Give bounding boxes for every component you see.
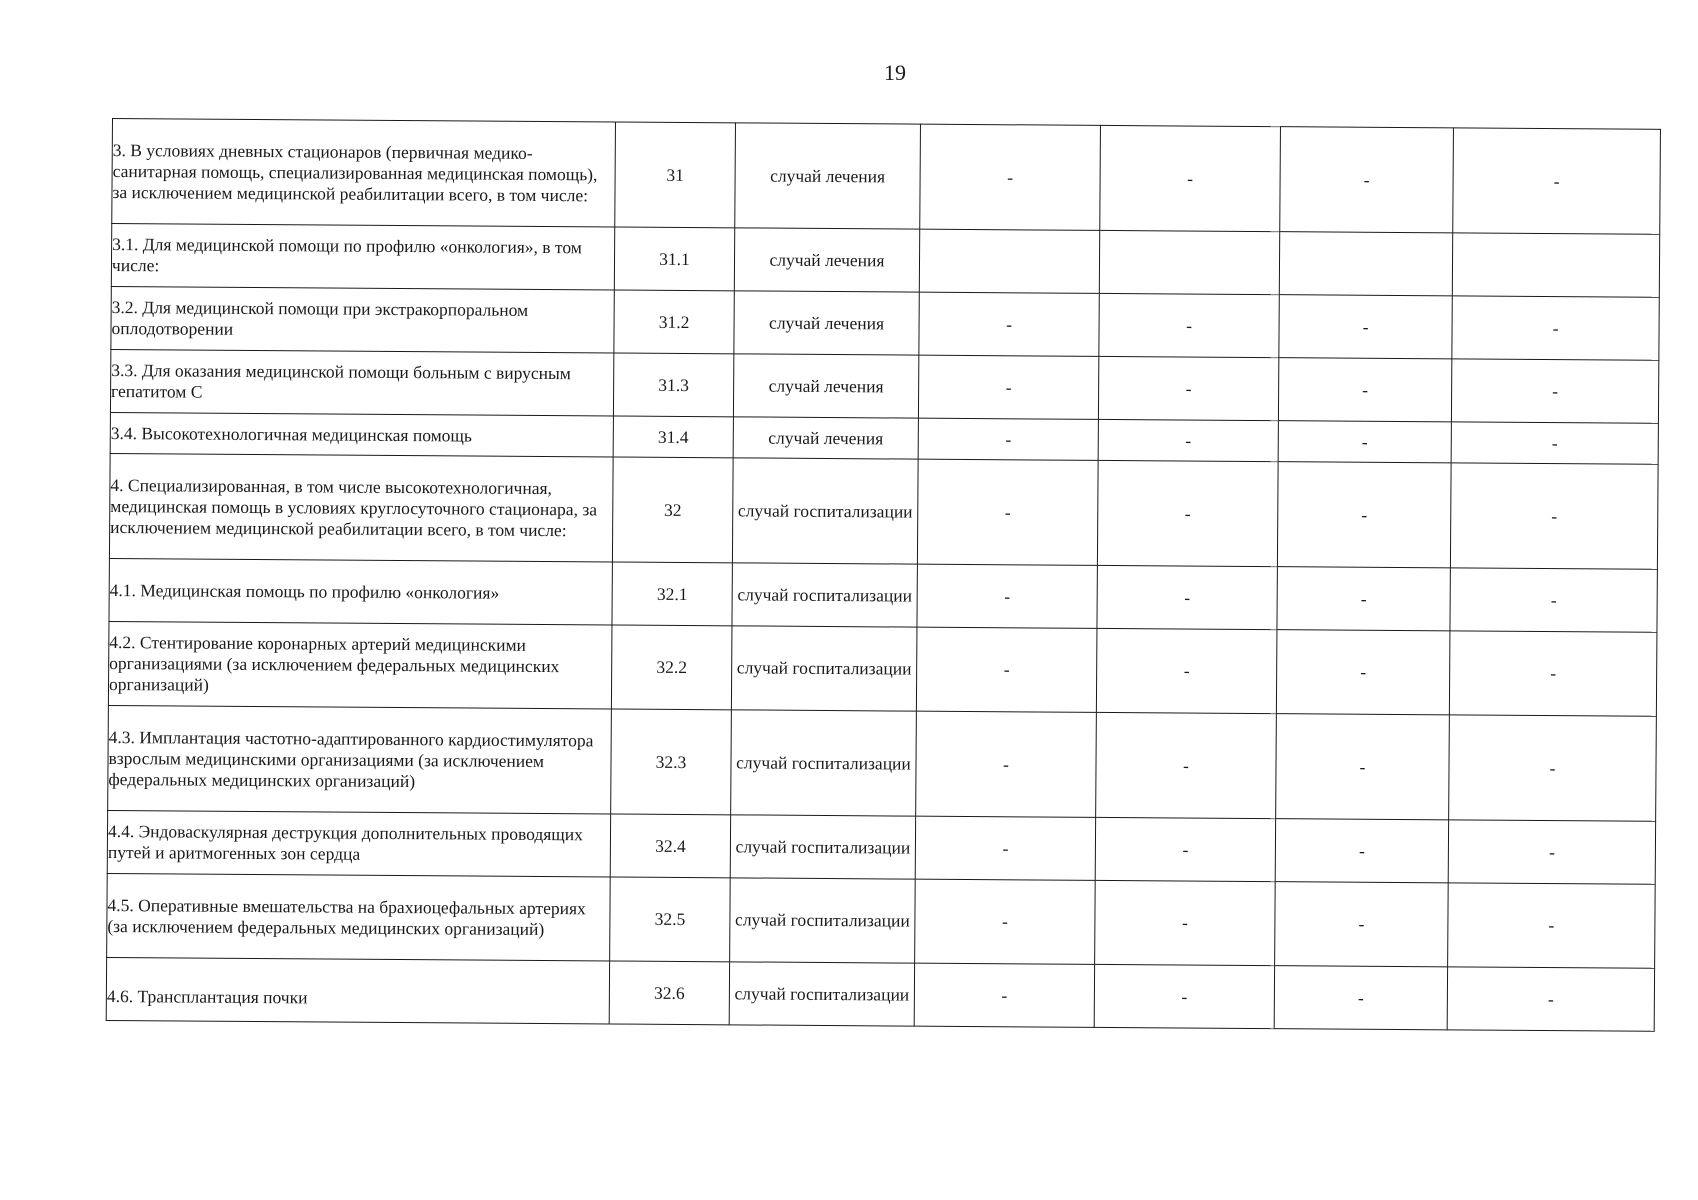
- row-value-2: -: [1095, 817, 1275, 881]
- row-value-4: -: [1449, 631, 1657, 716]
- row-value-4: -: [1449, 715, 1657, 821]
- row-code: 32.1: [612, 562, 732, 626]
- row-value-3: -: [1276, 714, 1450, 820]
- row-value-3: -: [1274, 966, 1447, 1030]
- row-code: 32: [612, 457, 733, 563]
- row-value-1: -: [918, 355, 1098, 419]
- table-row: [111, 224, 1659, 298]
- row-description: 4. Специализированная, в том числе высокотехнологичная, медицинская помощь в условиях круглосуточного стационара, за исключением медицинской реабилитации всего, в том числе:: [109, 453, 613, 562]
- row-unit: случай госпитализации: [731, 710, 917, 816]
- row-value-2: [1099, 230, 1279, 294]
- row-description: 3.1. Для медицинской помощи по профилю «онкология», в том числе:: [111, 224, 614, 291]
- table-row: [109, 558, 1657, 632]
- row-unit: случай лечения: [735, 123, 921, 229]
- row-value-3: -: [1277, 567, 1450, 631]
- row-unit: случай лечения: [733, 354, 918, 418]
- row-unit: случай лечения: [734, 291, 919, 355]
- row-value-2: -: [1094, 964, 1274, 1028]
- row-value-1: -: [919, 292, 1099, 356]
- row-code: 31.2: [614, 290, 734, 354]
- row-description: 4.5. Оперативные вмешательства на брахиоцефальных артериях (за исключением федеральных медицинских организаций): [107, 873, 611, 961]
- row-description: 3. В условиях дневных стационаров (первичная медико-санитарная помощь, специализированная медицинская помощь), за исключением медицинской реабилитации всего, в том числе:: [112, 119, 616, 228]
- row-value-1: [919, 229, 1099, 293]
- row-description: 3.4. Высокотехнологичная медицинская помощь: [110, 412, 613, 457]
- row-code: 31.4: [613, 416, 733, 458]
- row-value-1: -: [917, 564, 1097, 628]
- row-unit: случай госпитализации: [731, 626, 917, 711]
- table-row: [112, 119, 1661, 235]
- row-code: 31: [615, 122, 736, 228]
- row-unit: случай госпитализации: [730, 815, 915, 879]
- row-value-2: -: [1098, 356, 1278, 420]
- row-value-2: -: [1096, 712, 1277, 818]
- page-number: 19: [884, 60, 906, 85]
- row-unit: случай лечения: [733, 417, 918, 459]
- row-value-4: -: [1448, 883, 1656, 968]
- row-value-2: -: [1096, 628, 1277, 713]
- row-description: 4.1. Медицинская помощь по профилю «онкология»: [109, 558, 612, 625]
- table-row: [106, 957, 1654, 1031]
- row-value-3: -: [1279, 295, 1452, 359]
- table-container: [106, 118, 1661, 1032]
- row-description: 4.4. Эндоваскулярная деструкция дополнительных проводящих путей и аритмогенных зон сердца: [107, 810, 610, 877]
- row-value-2: -: [1100, 125, 1281, 231]
- row-value-4: [1452, 233, 1659, 297]
- row-value-4: -: [1452, 296, 1659, 360]
- row-description: 4.3. Имплантация частотно-адаптированного кардиостимулятора взрослым медицинскими организациями (за исключением федеральных медицинских организаций): [108, 705, 612, 814]
- row-code: 31.1: [614, 227, 734, 291]
- row-unit: случай госпитализации: [730, 878, 916, 963]
- row-value-3: -: [1275, 819, 1448, 883]
- row-value-4: -: [1447, 967, 1654, 1031]
- row-value-1: -: [916, 627, 1097, 712]
- row-unit: случай госпитализации: [732, 563, 917, 627]
- row-code: 32.3: [611, 709, 732, 815]
- table-row: [107, 873, 1656, 968]
- row-value-1: -: [915, 816, 1095, 880]
- row-code: 31.3: [613, 353, 733, 417]
- table-row: [107, 810, 1655, 884]
- table-row: [111, 286, 1659, 360]
- row-unit: случай госпитализации: [732, 458, 918, 564]
- row-value-2: -: [1099, 293, 1279, 357]
- row-value-4: -: [1448, 820, 1655, 884]
- row-code: 32.5: [610, 877, 731, 962]
- row-description: 3.3. Для оказания медицинской помощи больным с вирусным гепатитом С: [110, 349, 613, 416]
- row-value-4: -: [1453, 128, 1661, 234]
- row-value-2: -: [1097, 460, 1278, 566]
- row-value-3: -: [1280, 127, 1454, 233]
- row-code: 32.2: [611, 625, 732, 710]
- row-description: 4.2. Стентирование коронарных артерий медицинскими организациями (за исключением федеральных медицинских организаций): [108, 621, 612, 709]
- row-value-1: -: [917, 459, 1098, 565]
- row-value-3: -: [1278, 421, 1451, 463]
- data-table: [106, 118, 1661, 1032]
- row-value-3: -: [1276, 630, 1450, 715]
- row-value-1: -: [918, 418, 1098, 460]
- row-value-4: -: [1450, 463, 1658, 569]
- row-value-4: -: [1450, 568, 1657, 632]
- row-value-1: -: [914, 963, 1094, 1027]
- row-description: 3.2. Для медицинской помощи при экстракорпоральном оплодотворении: [111, 286, 614, 353]
- table-row: [110, 349, 1658, 423]
- table-row: [108, 705, 1657, 821]
- row-value-2: -: [1097, 565, 1277, 629]
- row-value-4: -: [1451, 359, 1658, 423]
- row-unit: случай госпитализации: [729, 962, 914, 1026]
- row-value-3: [1279, 232, 1452, 296]
- row-code: 32.4: [610, 814, 730, 878]
- row-value-3: -: [1278, 358, 1451, 422]
- row-value-2: -: [1098, 419, 1278, 461]
- row-value-1: -: [916, 711, 1097, 817]
- row-value-4: -: [1451, 422, 1658, 464]
- row-value-1: -: [915, 879, 1096, 964]
- row-value-2: -: [1095, 880, 1276, 965]
- row-value-3: -: [1275, 882, 1449, 967]
- table-row: [108, 621, 1657, 716]
- row-value-1: -: [920, 124, 1101, 230]
- row-description: 4.6. Трансплантация почки: [106, 957, 609, 1024]
- row-code: 32.6: [609, 961, 729, 1025]
- table-row: [109, 453, 1658, 569]
- row-value-3: -: [1277, 462, 1451, 568]
- row-unit: случай лечения: [734, 228, 919, 292]
